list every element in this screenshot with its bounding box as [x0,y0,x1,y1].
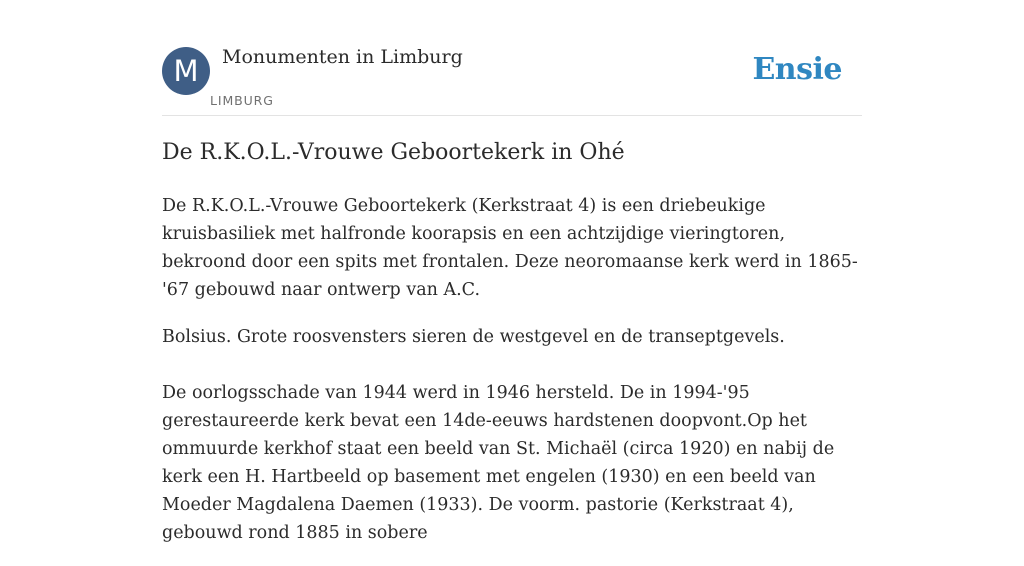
avatar[interactable]: M [162,47,210,95]
article-body [162,192,862,566]
site-title-link[interactable]: Monumenten in Limburg [222,46,463,68]
brand-logo[interactable]: Ensie [752,52,842,87]
article-paragraph-1: De R.K.O.L.-Vrouwe Geboortekerk (Kerkstraat 4) is een driebeukige kruisbasiliek met halfronde koorapsis en een achtzijdige vieringtoren, bekroond door een spits met frontalen. Deze neoromaanse kerk werd in 1865-'67 gebouwd naar ontwerp van A.C. [162,196,858,300]
page [162,0,862,543]
article-paragraph-3: De oorlogsschade van 1944 werd in 1946 hersteld. De in 1994-'95 gerestaureerde kerk bevat een 14de-eeuws hardstenen doopvont.Op het ommuurde kerkhof staat een beeld van St. Michaël (circa 1920) en nabij de kerk een H. Hartbeeld op basement met engelen (1930) en een beeld van Moeder Magdalena Daemen (1933). De voorm. pastorie (Kerkstraat 4), gebouwd rond 1885 in sobere [162,383,835,543]
category-label[interactable]: LIMBURG [210,93,274,108]
article-paragraph-2: Bolsius. Grote roosvensters sieren de westgevel en de transeptgevels. [162,327,785,347]
header [162,0,862,116]
article-title: De R.K.O.L.-Vrouwe Geboortekerk in Ohé [162,140,625,165]
